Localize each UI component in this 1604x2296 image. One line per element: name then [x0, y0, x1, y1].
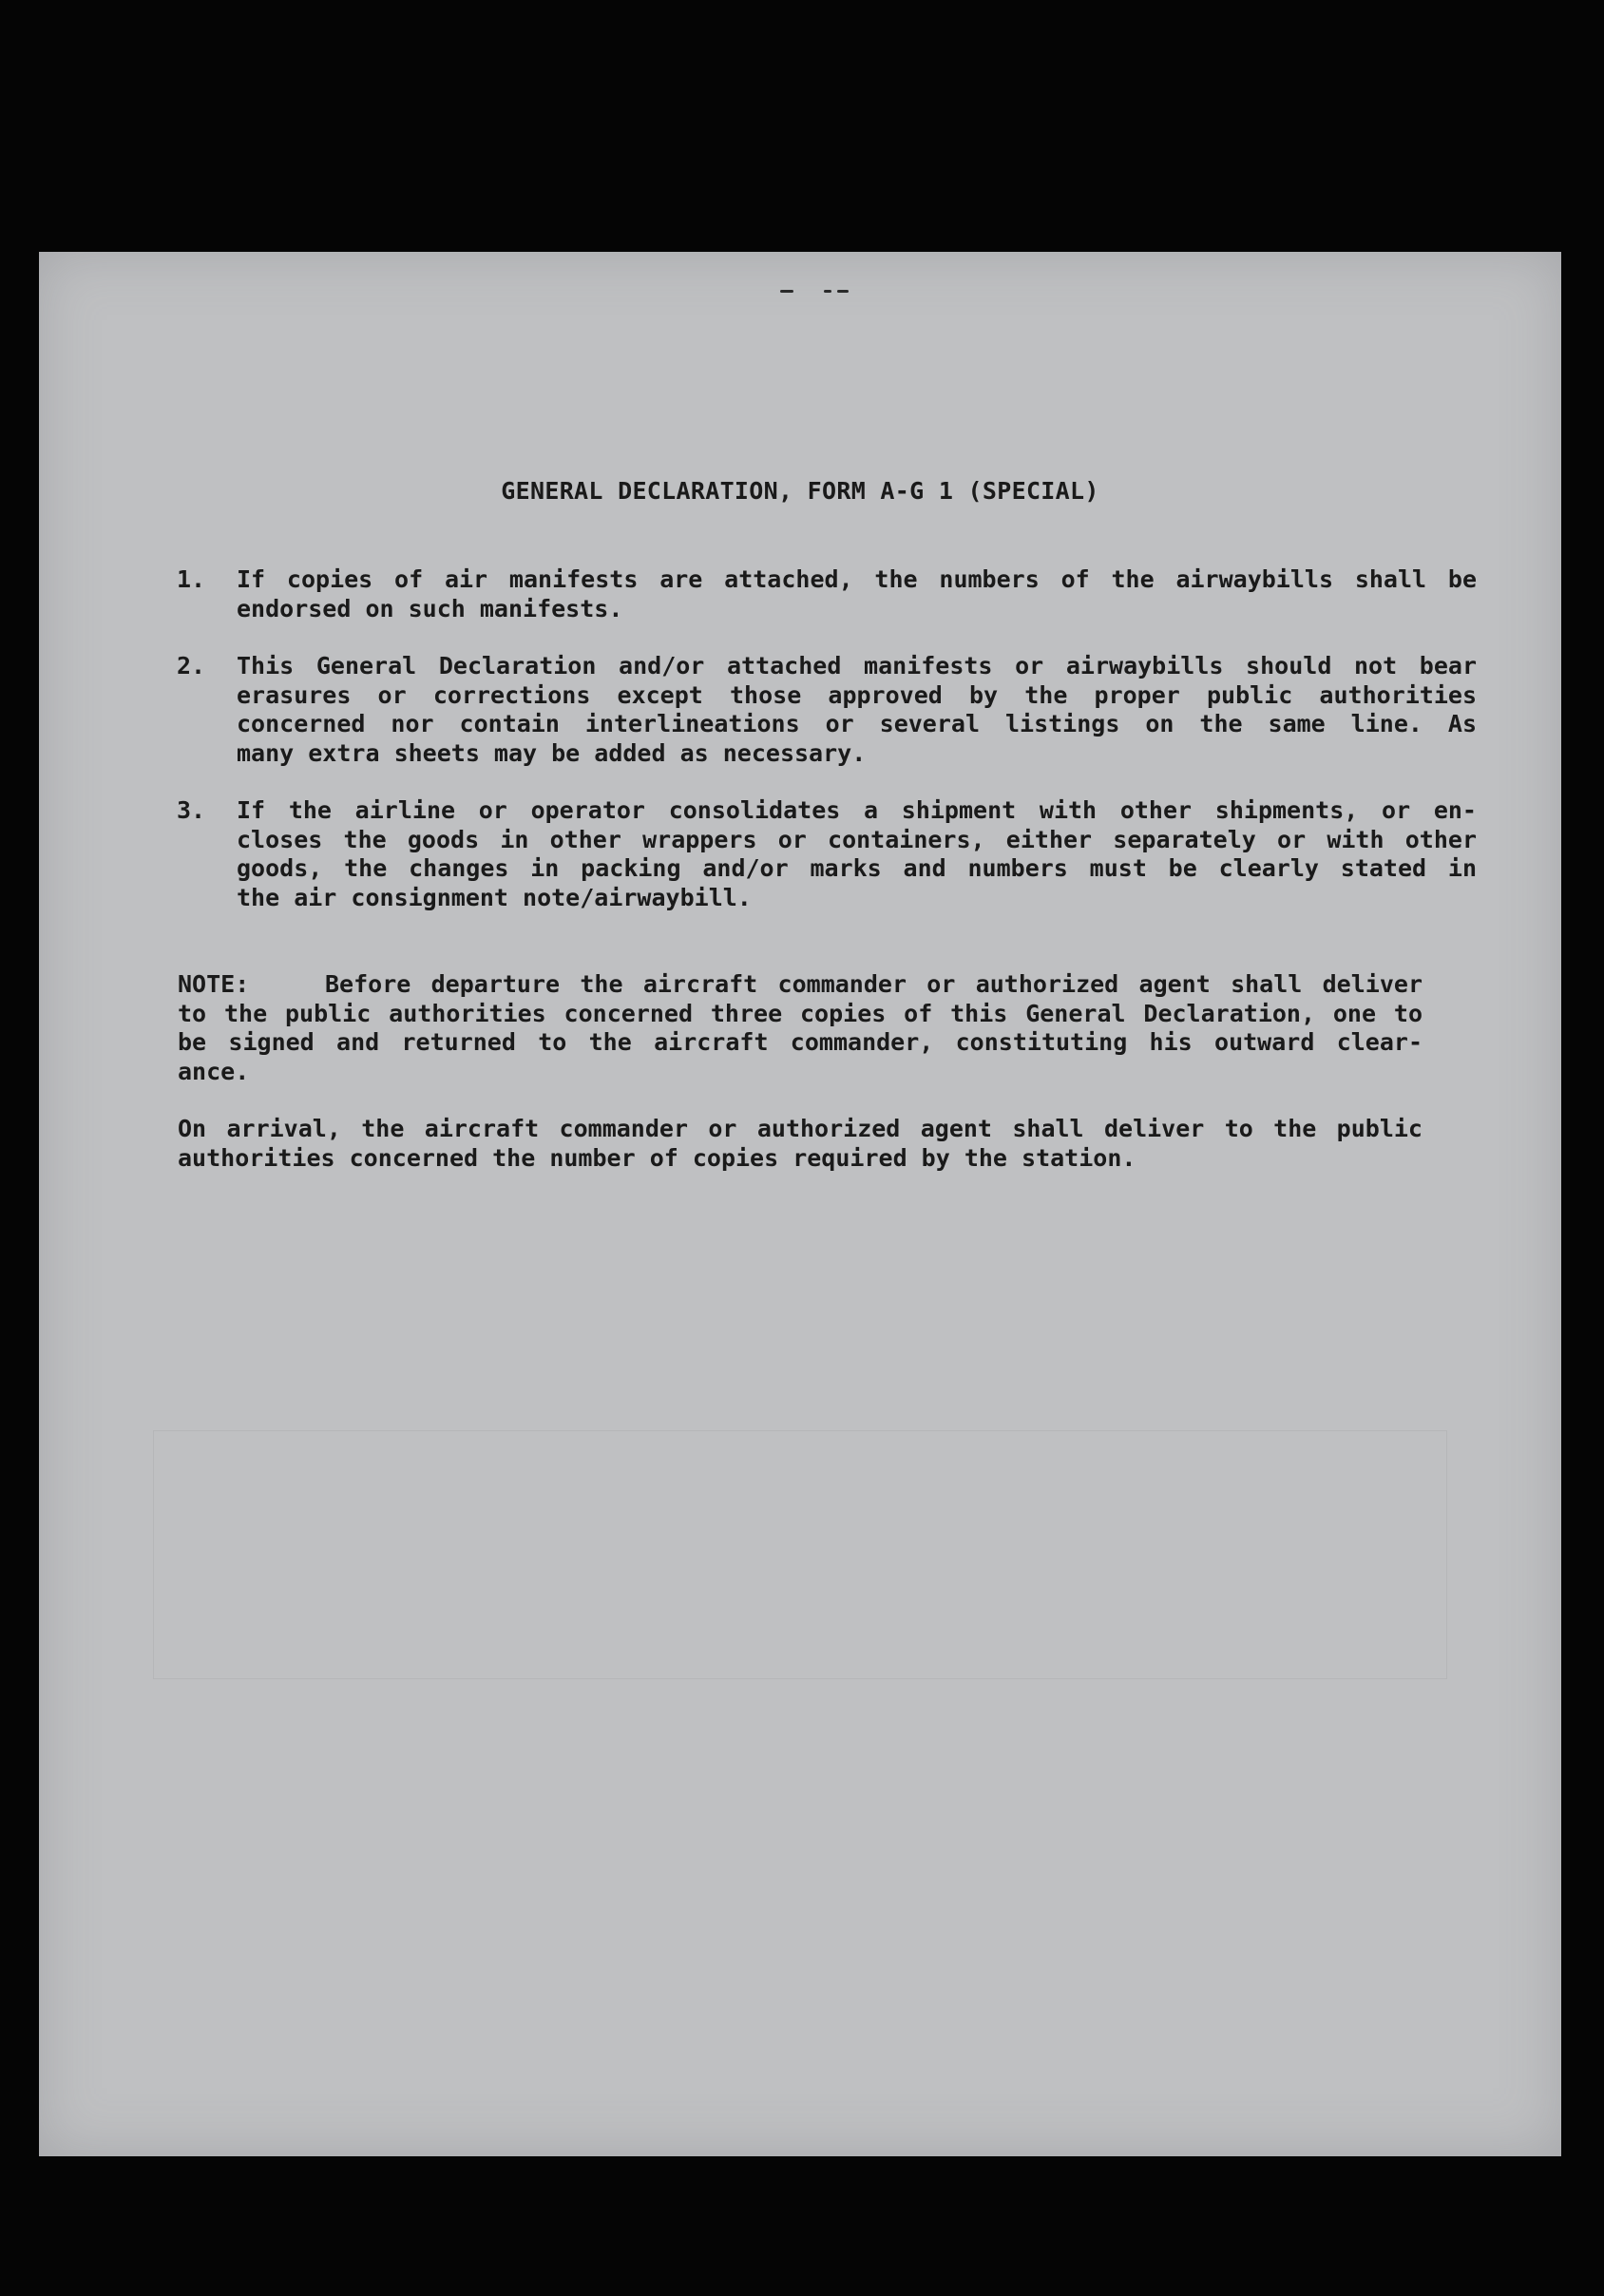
text-line: If the airline or operator consolidates a shipment with other shipments, or en-: [237, 796, 1477, 824]
text-line: be signed and returned to the aircraft commander, constituting his outward clear-: [178, 1028, 1423, 1056]
list-item-text: [237, 652, 1477, 768]
list-item-number: 1.: [177, 565, 206, 593]
text-line: closes the goods in other wrappers or containers, either separately or with other: [237, 825, 1477, 853]
text-line: to the public authorities concerned three copies of this General Declaration, one to: [178, 999, 1423, 1027]
text-line: goods, the changes in packing and/or marks and numbers must be clearly stated in: [237, 854, 1477, 882]
document-page: [39, 252, 1561, 2156]
note-first-line: Before departure the aircraft commander or authorized agent shall deliver: [325, 970, 1423, 998]
text-line: ance.: [178, 1057, 250, 1085]
arrival-paragraph: [178, 1115, 1423, 1173]
text-line: [178, 970, 1423, 1000]
text-line: This General Declaration and/or attached manifests or airwaybills should not bear: [237, 652, 1477, 679]
note-label: NOTE:: [178, 970, 250, 998]
list-item-number: 2.: [177, 652, 206, 679]
text-line: authorities concerned the number of copies required by the station.: [178, 1143, 1136, 1172]
list-item-text: [237, 565, 1477, 623]
text-line: On arrival, the aircraft commander or authorized agent shall deliver to the public: [178, 1115, 1423, 1142]
text-line: If copies of air manifests are attached, the numbers of the airwaybills shall be: [237, 565, 1477, 593]
document-body: [39, 252, 1561, 2156]
text-line: concerned nor contain interlineations or several listings on the same line. As: [237, 710, 1477, 737]
document-title: GENERAL DECLARATION, FORM A-G 1 (SPECIAL): [501, 477, 1099, 505]
note-paragraph: [178, 970, 1423, 1086]
text-line: the air consignment note/airwaybill.: [237, 883, 752, 911]
text-line: erasures or corrections except those approved by the proper public authorities: [237, 680, 1477, 709]
text-line: many extra sheets may be added as necessary.: [237, 738, 867, 767]
list-item-text: [237, 796, 1477, 912]
list-item-number: 3.: [177, 796, 206, 824]
text-line: endorsed on such manifests.: [237, 594, 623, 622]
